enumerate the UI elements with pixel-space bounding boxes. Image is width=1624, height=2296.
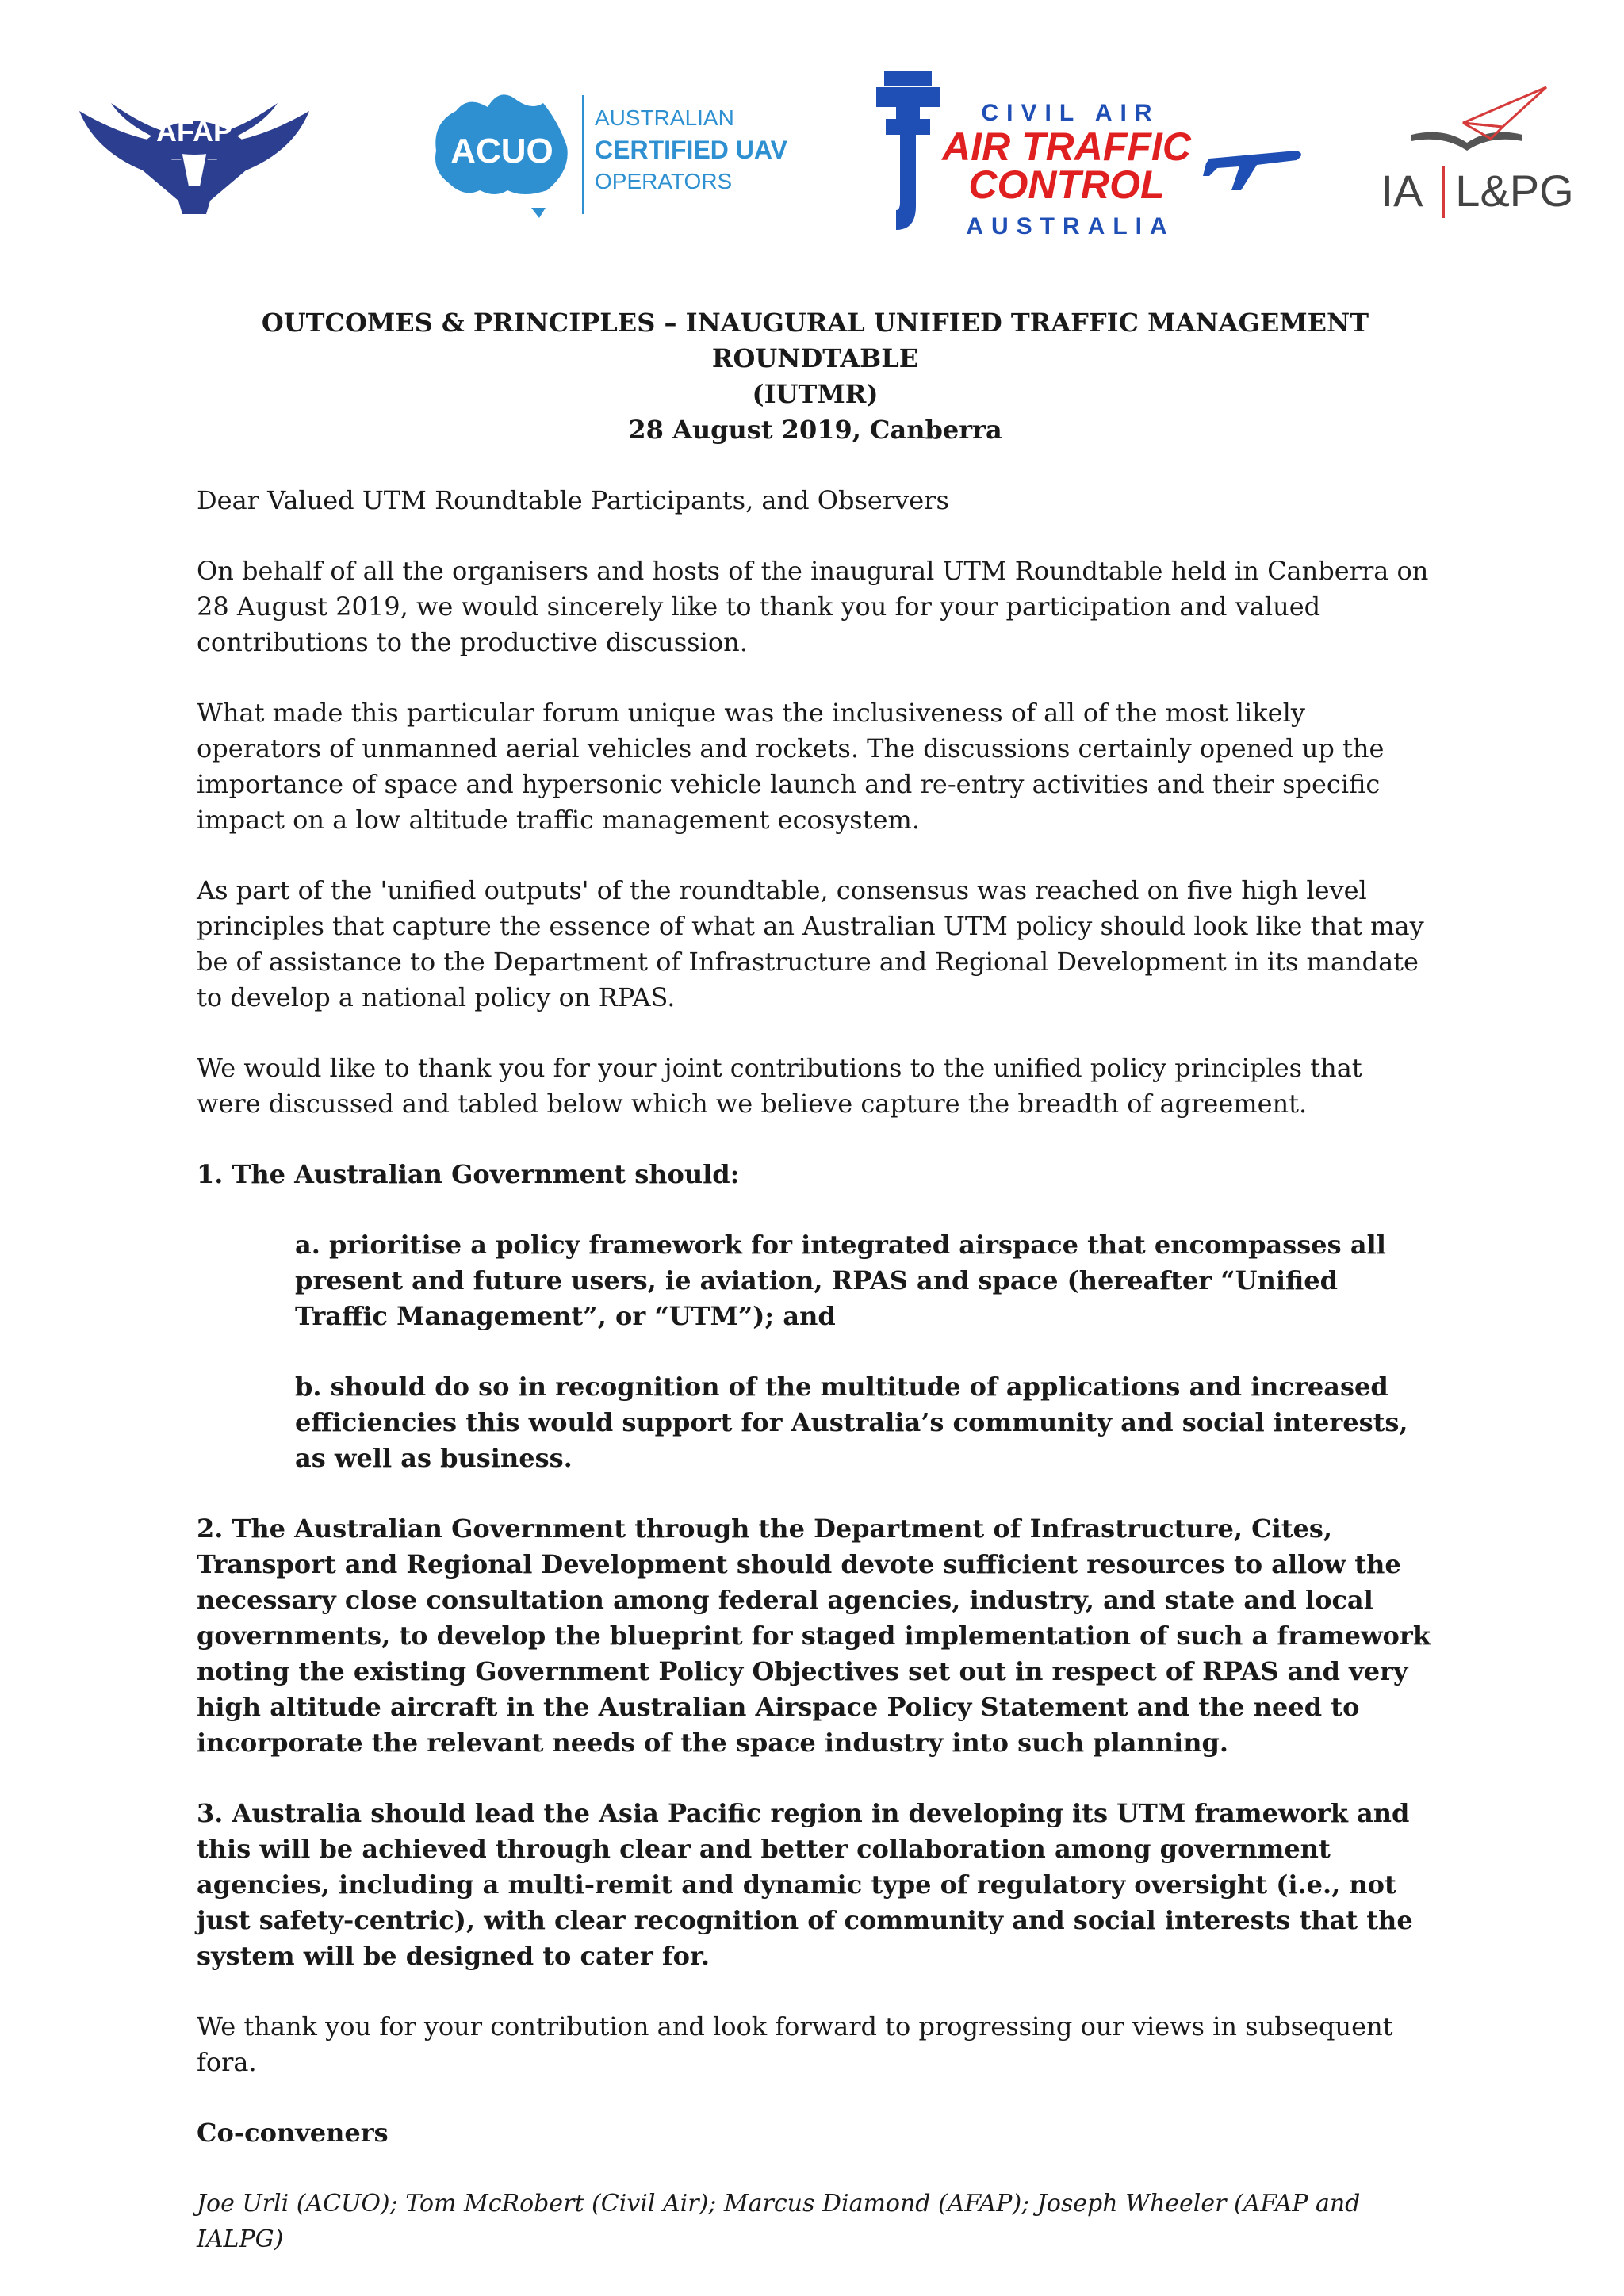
acuo-line1: AUSTRALIAN [595, 105, 734, 130]
civilair-line2: AIR TRAFFIC [942, 124, 1191, 169]
title-line-1: OUTCOMES & PRINCIPLES – INAUGURAL UNIFIED TRAFFIC MANAGEMENT ROUNDTABLE [261, 308, 1369, 373]
ialpg-logo [1364, 79, 1586, 230]
ialpg-right-text: L&PG [1455, 166, 1574, 216]
logo-bar [0, 0, 1624, 262]
afap-logo [79, 95, 309, 222]
acuo-line3: OPERATORS [595, 169, 733, 193]
afap-logo-text: AFAP [155, 115, 233, 147]
civilair-line1: CIVIL AIR [981, 100, 1160, 126]
principle-1a: a. prioritise a policy framework for integrated airspace that encompasses all present and future users, ie aviation, RPAS and space (hereafter “Unified Traffic Management”, or “UTM”); and [295, 1230, 1386, 1331]
principle-3: 3. Australia should lead the Asia Pacific region in developing its UTM framework and this will be achieved through clear and better collaboration among government agencies, including a multi-remit and dynamic type of regulatory oversight (i.e., not just safety-centric), with clear recognition of community and social interests that the system will be designed to cater for. [197, 1798, 1413, 1971]
title-line-2: (IUTMR) [752, 379, 879, 409]
principle-1b: b. should do so in recognition of the multitude of applications and increased efficiencies this would support for Australia’s community and social interests, as well as business. [295, 1372, 1408, 1473]
civilair-line4: AUSTRALIA [966, 213, 1175, 239]
paragraph-outputs: As part of the 'unified outputs' of the roundtable, consensus was reached on five high level principles that capture the essence of what an Australian UTM policy should look like that may be of assistance to the Department of Infrastructure and Regional Development in its mandate to develop a national policy on RPAS. [197, 875, 1424, 1012]
acuo-line2: CERTIFIED UAV [595, 136, 787, 164]
principle-2: 2. The Australian Government through the Department of Infrastructure, Cites, Transport and Regional Development should devote sufficient resources to allow the necessary close consultation among federal agencies, industry, and state and local governments, to develop the blueprint for staged implementation of such a framework noting the existing Government Policy Objectives set out in respect of RPAS and very high altitude aircraft in the Australian Airspace Policy Statement and the need to incorporate the relevant needs of the space industry into such planning. [197, 1513, 1431, 1758]
paragraph-forum: What made this particular forum unique was the inclusiveness of all of the most likely operators of unmanned aerial vehicles and rockets. The discussions certainly opened up the importance of space and hypersonic vehicle launch and re-entry activities and their specific impact on a low altitude traffic management ecosystem. [197, 698, 1385, 835]
civilair-line3: CONTROL [968, 163, 1165, 207]
conveners-heading: Co-conveners [197, 2118, 389, 2148]
ialpg-left-text: IA [1381, 166, 1423, 216]
paragraph-contributions: We would like to thank you for your joint contributions to the unified policy principles that were discussed and tabled below which we believe capture the breadth of agreement. [197, 1053, 1362, 1119]
document-body [197, 305, 1434, 2257]
closing-paragraph: We thank you for your contribution and look forward to progressing our views in subsequent fora. [197, 2011, 1393, 2077]
salutation: Dear Valued UTM Roundtable Participants, and Observers [197, 485, 949, 515]
acuo-badge-text: ACUO [450, 132, 553, 170]
title-line-3: 28 August 2019, Canberra [628, 415, 1002, 445]
paragraph-thanks: On behalf of all the organisers and hosts of the inaugural UTM Roundtable held in Canberra on 28 August 2019, we would sincerely like to thank you for your participation and valued contributions to the productive discussion. [197, 556, 1429, 657]
acuo-logo [420, 79, 817, 222]
principle-1-heading: 1. The Australian Government should: [197, 1159, 740, 1189]
civilair-logo [868, 71, 1304, 246]
conveners-list: Joe Urli (ACUO); Tom McRobert (Civil Air); Marcus Diamond (AFAP); Joseph Wheeler (AFAP and IALPG) [197, 2190, 1361, 2253]
afap-logo-year: — 1938 — [171, 153, 217, 164]
